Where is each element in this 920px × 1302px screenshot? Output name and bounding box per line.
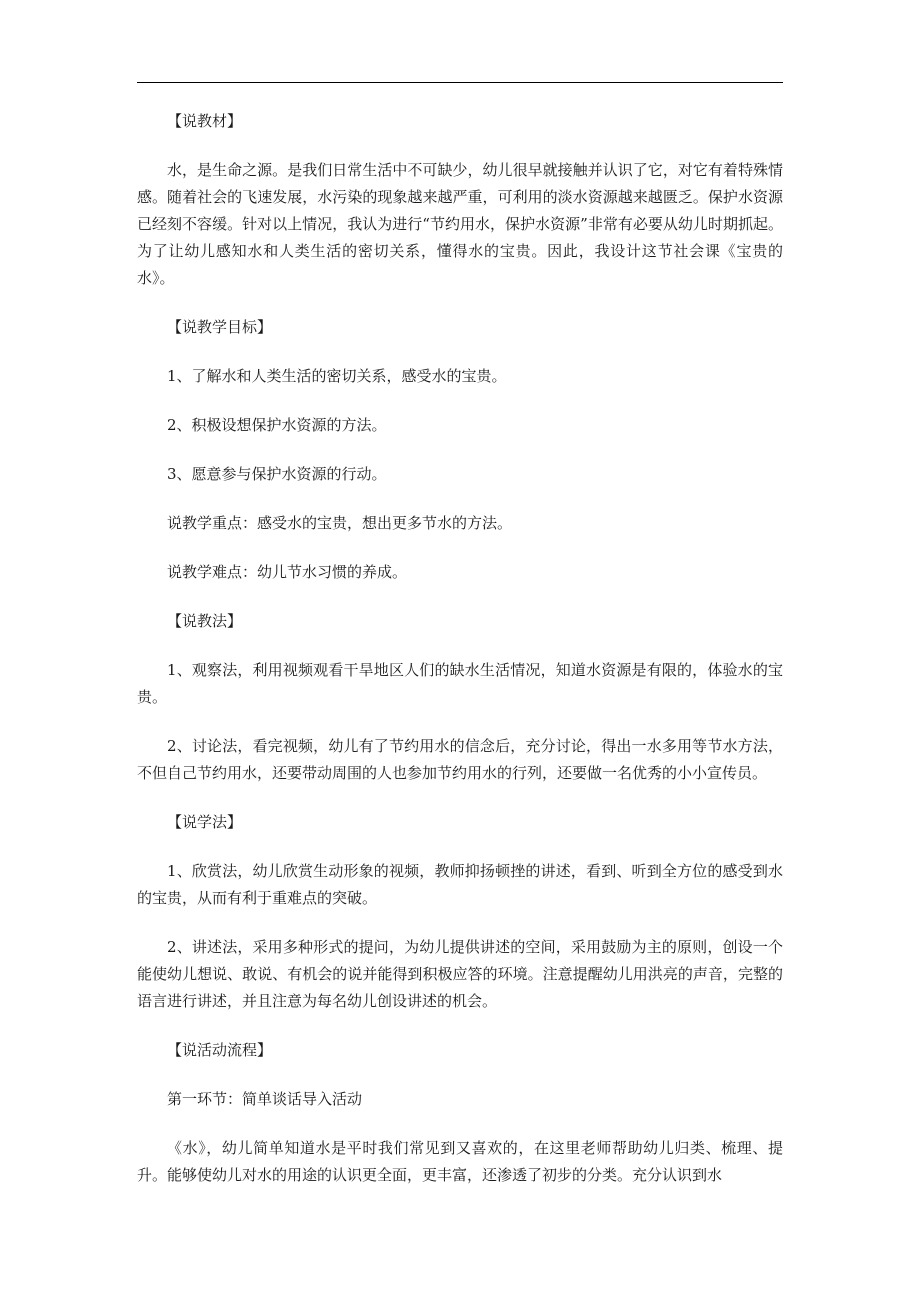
section-heading: 【说教材】 [167,112,243,130]
section-heading: 【说学法】 [167,813,243,831]
body-paragraph: 1、欣赏法，幼儿欣赏生动形象的视频，教师抑扬顿挫的讲述，看到、听到全方位的感受到水的宝贵，从而有利于重难点的突破。 [137,862,783,907]
body-paragraph: 2、积极设想保护水资源的方法。 [167,416,387,434]
body-paragraph: 《水》，幼儿简单知道水是平时我们常见到又喜欢的，在这里老师帮助幼儿归类、梳理、提升。能够使幼儿对水的用途的认识更全面，更丰富，还渗透了初步的分类。充分认识到水 [137,1139,783,1184]
body-paragraph: 2、讲述法，采用多种形式的提问，为幼儿提供讲述的空间，采用鼓励为主的原则，创设一个能使幼儿想说、敢说、有机会的说并能得到积极应答的环境。注意提醒幼儿用洪亮的声音，完整的语言进行讲述，并且注意为每名幼儿创设讲述的机会。 [137,938,783,1010]
body-paragraph: 说教学难点：幼儿节水习惯的养成。 [167,563,408,581]
section-heading: 【说教法】 [167,612,243,630]
body-paragraph: 1、观察法，利用视频观看干旱地区人们的缺水生活情况，知道水资源是有限的，体验水的宝贵。 [137,661,783,706]
body-paragraph: 2、讨论法，看完视频，幼儿有了节约用水的信念后，充分讨论，得出一水多用等节水方法，不但自己节约用水，还要带动周围的人也参加节约用水的行列，还要做一名优秀的小小宣传员。 [137,737,783,782]
section-heading: 【说活动流程】 [167,1041,273,1059]
body-paragraph: 第一环节：简单谈话导入活动 [167,1090,363,1108]
header-rule [137,82,783,83]
body-paragraph: 水，是生命之源。是我们日常生活中不可缺少，幼儿很早就接触并认识了它，对它有着特殊情感。随着社会的飞速发展，水污染的现象越来越严重，可利用的淡水资源越来越匮乏。保护水资源已经刻不容缓。针对以上情况，我认为进行“节约用水，保护水资源”非常有必要从幼儿时期抓起。为了让幼儿感知水和人类生活的密切关系，懂得水的宝贵。因此，我设计这节社会课《宝贵的水》。 [137,161,783,287]
body-paragraph: 3、愿意参与保护水资源的行动。 [167,465,387,483]
section-heading: 【说教学目标】 [167,318,273,336]
body-paragraph: 说教学重点：感受水的宝贵，想出更多节水的方法。 [167,514,513,532]
document-body [137,108,783,1211]
body-paragraph: 1、了解水和人类生活的密切关系，感受水的宝贵。 [167,367,507,385]
